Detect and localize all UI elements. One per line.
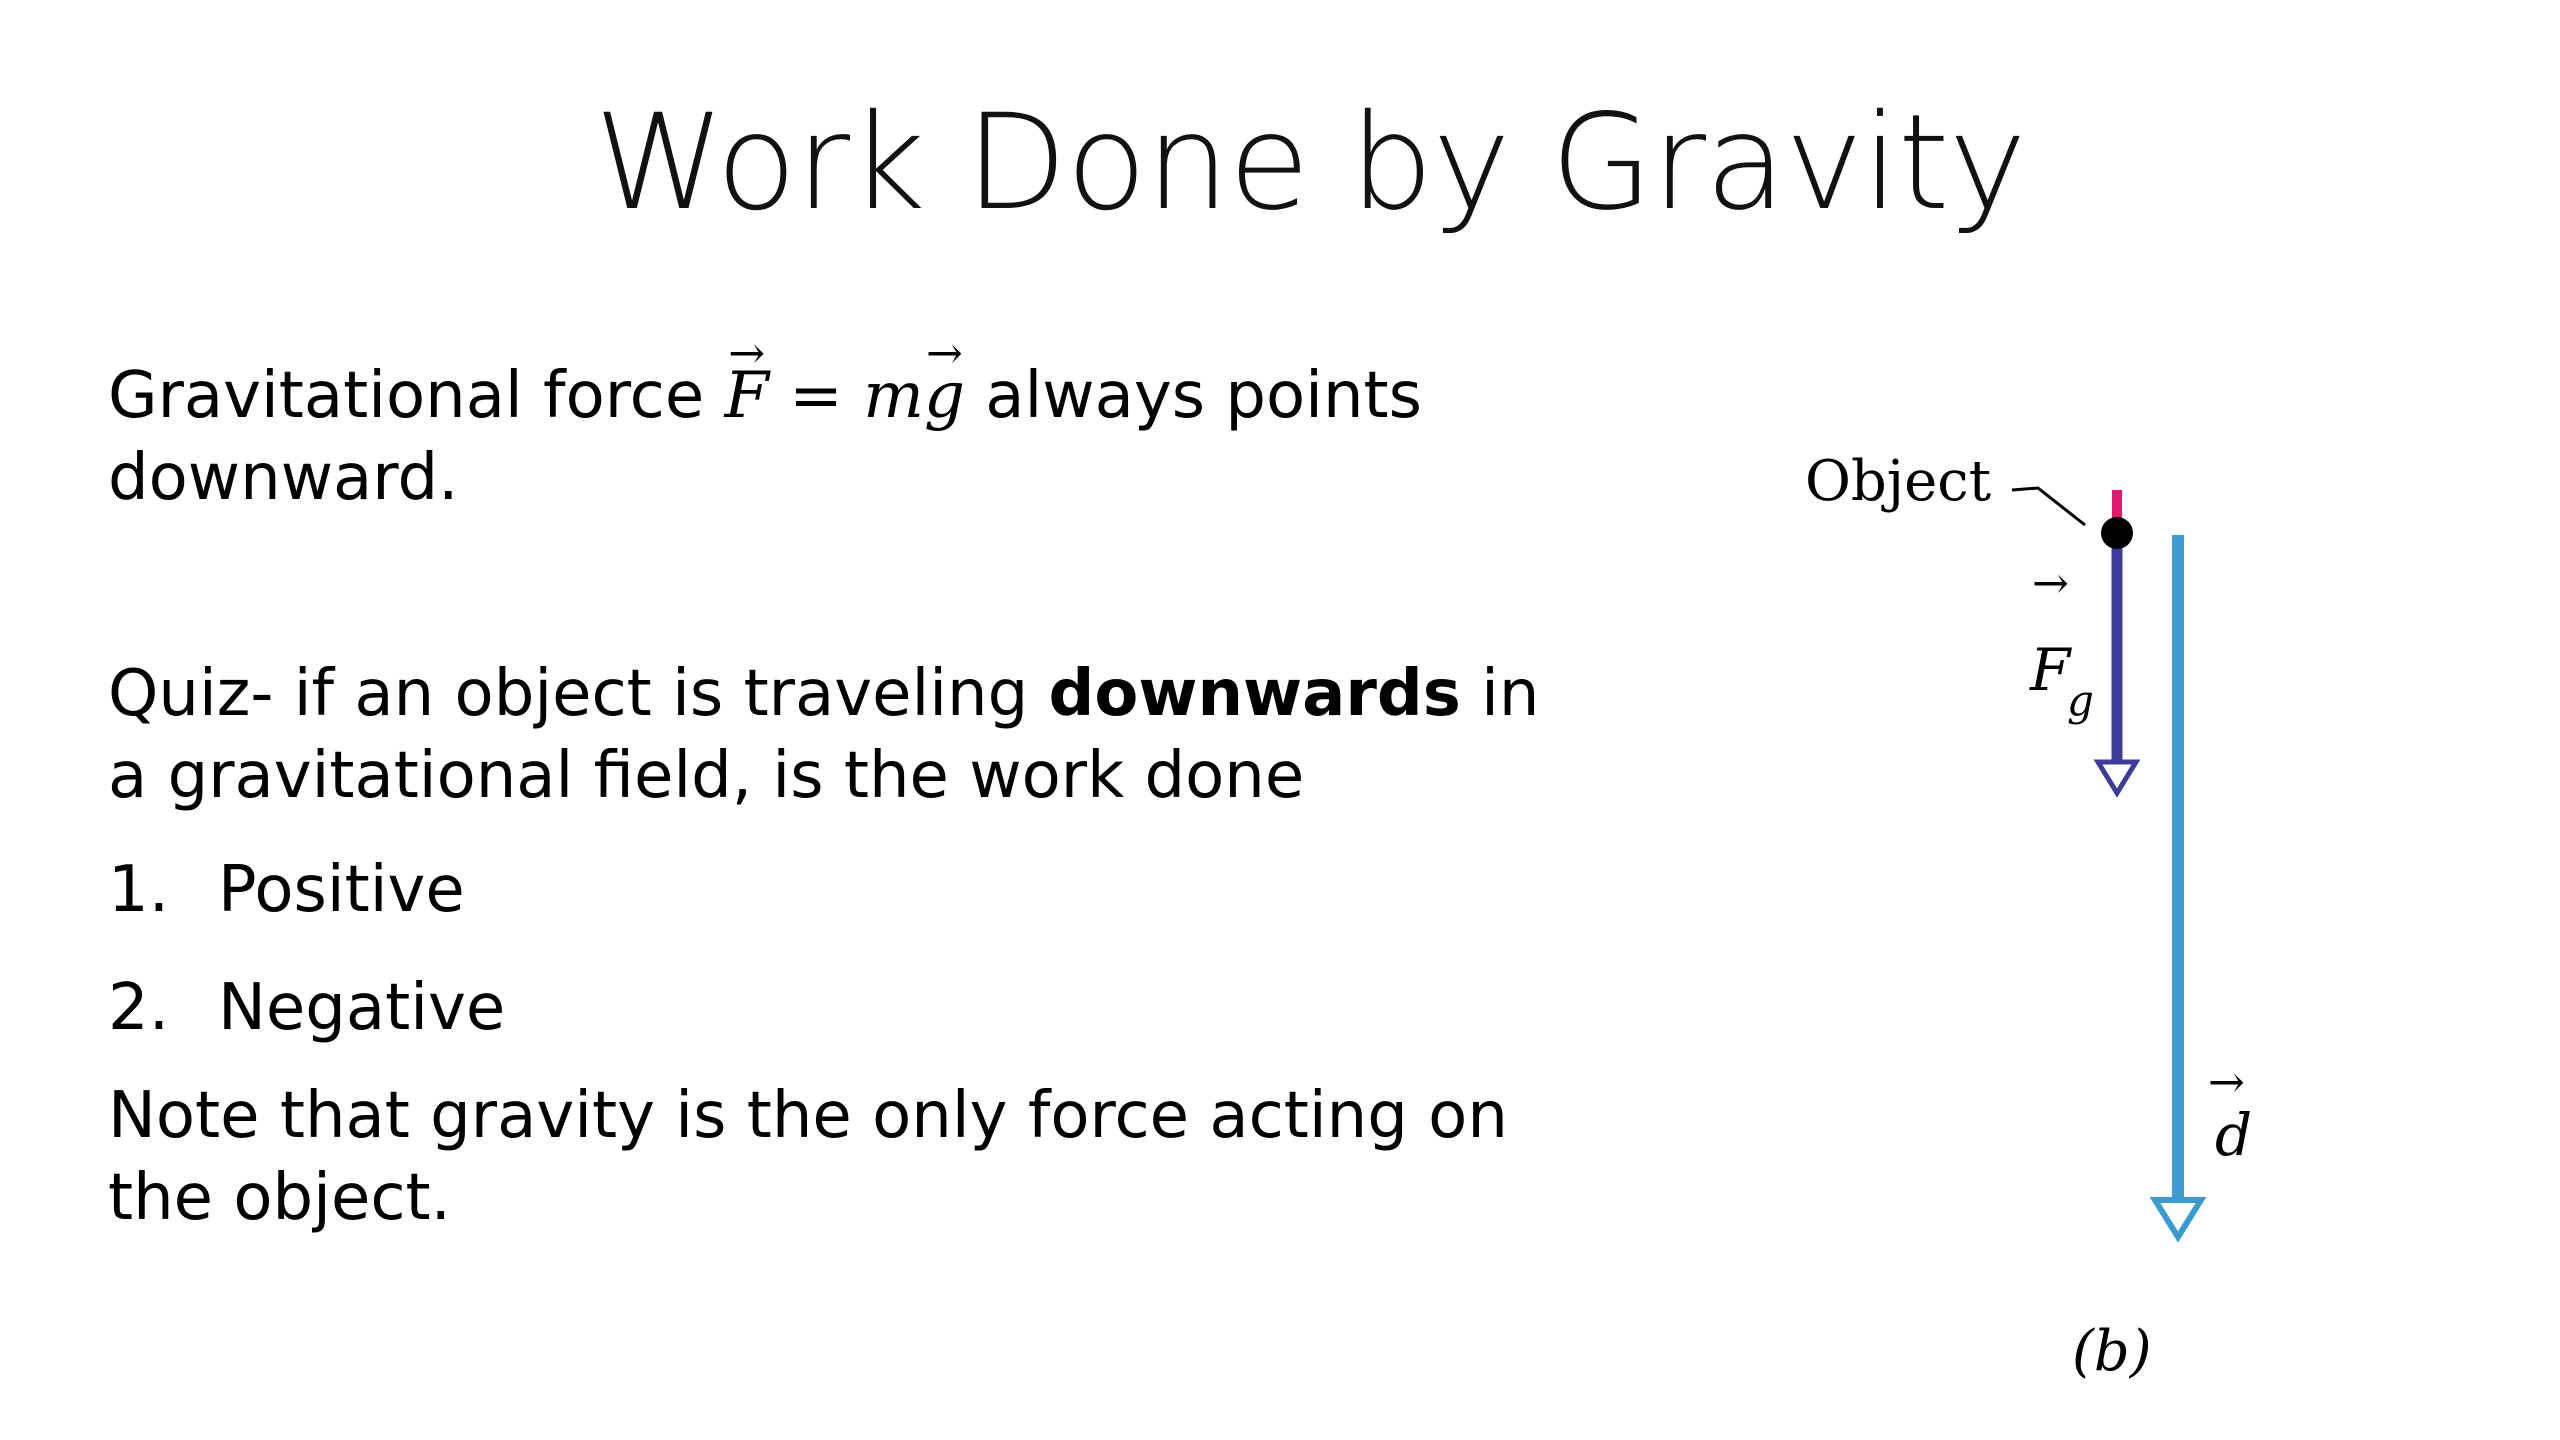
slide-title: Work Done by Gravity (594, 86, 2026, 240)
force-arrow-head (2098, 762, 2136, 793)
displacement-vector-arrow-icon: → (2208, 1057, 2245, 1108)
mass-symbol: m (863, 359, 924, 433)
quiz-text-before: Quiz- if an object is traveling (108, 657, 1049, 731)
displacement-arrow-head (2155, 1200, 2201, 1237)
quiz-emphasis: downwards (1048, 657, 1461, 731)
displacement-label: d (2215, 1101, 2253, 1169)
option-label: Negative (218, 971, 506, 1045)
quiz-text-after: in a gravitational field, is the work done (108, 657, 1540, 813)
answer-option (108, 839, 1588, 957)
equals-sign: = (789, 359, 843, 433)
answer-options (108, 839, 1588, 1075)
answer-option (108, 957, 1588, 1075)
gravity-diagram (1760, 440, 2280, 1420)
force-vector-symbol: → F (725, 355, 769, 437)
intro-text-after: always points downward. (108, 359, 1422, 515)
option-label: Positive (218, 853, 465, 927)
force-vector-arrow-icon: → (2032, 558, 2069, 609)
gravity-vector-symbol: → g (924, 355, 965, 437)
slide-body (108, 355, 1588, 1239)
quiz-question (108, 653, 1588, 817)
option-number: 2. (108, 971, 170, 1045)
paragraph-spacer (108, 519, 1588, 653)
option-number: 1. (108, 853, 170, 927)
force-label: F (2030, 636, 2071, 704)
object-dot (2101, 517, 2133, 549)
diagram-caption: (b) (2072, 1319, 2152, 1384)
gravity-diagram-svg (1760, 440, 2280, 1420)
gravity-equation (725, 359, 965, 433)
note-paragraph: Note that gravity is the only force acting on the object. (108, 1079, 1508, 1235)
intro-paragraph (108, 355, 1588, 519)
object-leader-line (2012, 488, 2085, 525)
force-subscript: g (2067, 676, 2094, 725)
intro-text-before: Gravitational force (108, 359, 725, 433)
object-label: Object (1805, 449, 1992, 514)
object-marker (2112, 490, 2122, 520)
